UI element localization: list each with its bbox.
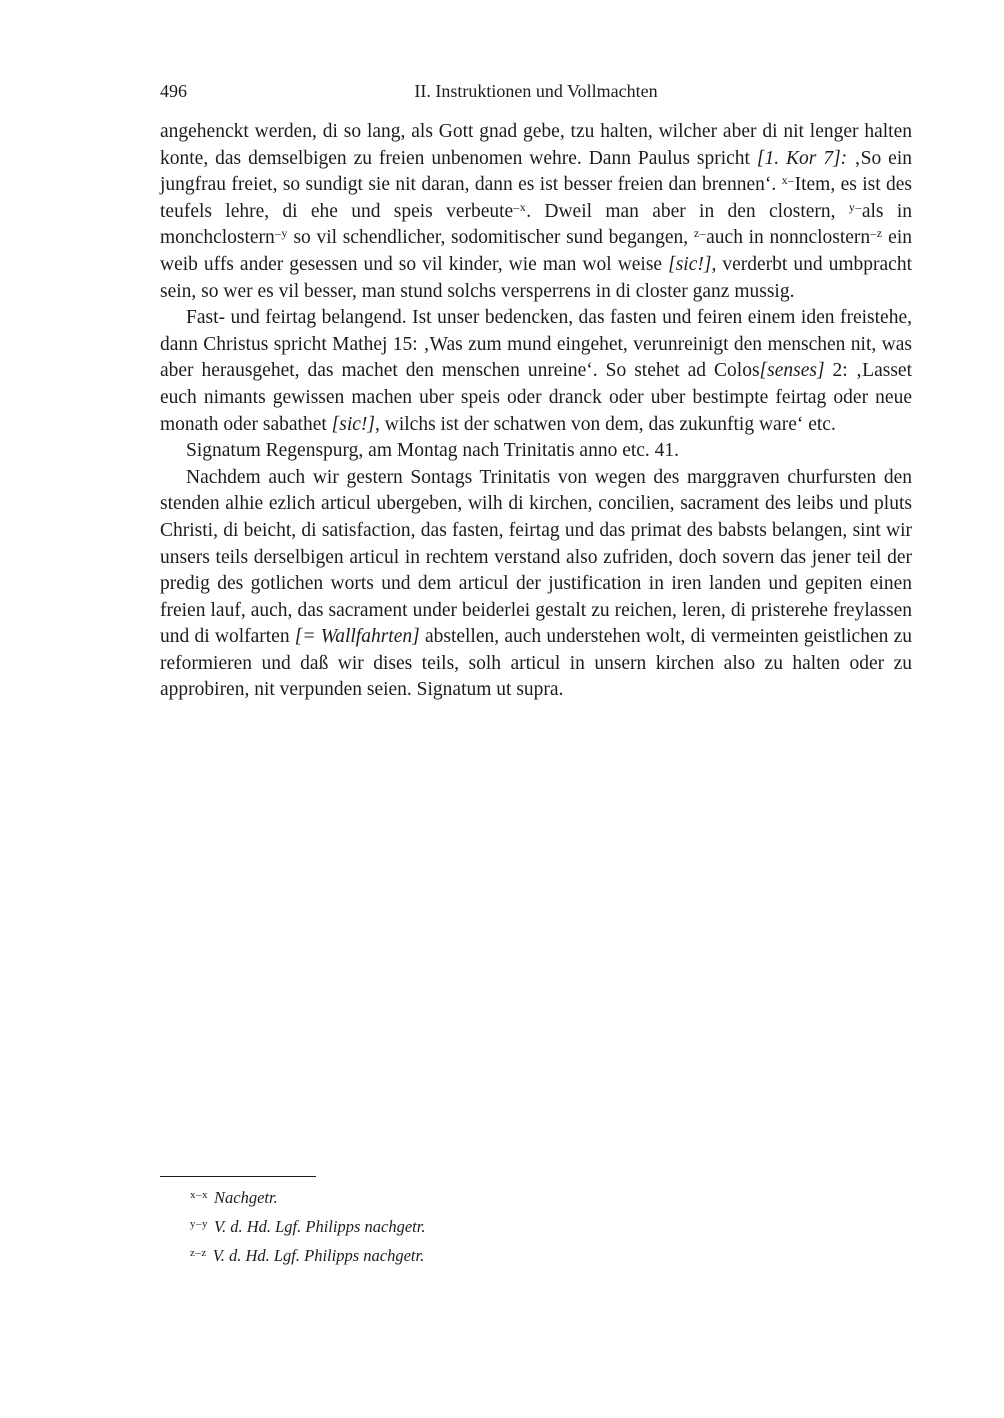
text-segment: [1. Kor 7]: bbox=[756, 147, 848, 169]
text-segment: . Dweil man aber in den clostern, bbox=[526, 200, 849, 222]
text-segment: , verderbt und umbpracht sein, so wer es vil besser, man stund solchs versperrens in di closter ganz mussig. bbox=[160, 253, 913, 302]
text-segment: [sic!] bbox=[668, 253, 712, 275]
footnote-text: V. d. Hd. Lgf. Philipps nachgetr. bbox=[214, 1217, 426, 1236]
footnote-text: V. d. Hd. Lgf. Philipps nachgetr. bbox=[212, 1246, 425, 1265]
footnote-text: Nachgetr. bbox=[214, 1188, 278, 1207]
text-segment: ‚So ein jungfrau freiet, so sundigt sie nit daran, dann es ist besser freien dan brennen‘. bbox=[160, 147, 912, 196]
text-segment: als in monchclostern bbox=[160, 200, 912, 249]
annotation-marker: –z bbox=[870, 226, 883, 241]
annotation-marker: x– bbox=[781, 173, 795, 188]
paragraph bbox=[160, 465, 912, 704]
footnote-separator bbox=[160, 1176, 316, 1177]
text-segment: angehenckt werden, di so lang, als Gott gnad gebe, tzu halten, wilcher aber di nit lenger halten konte, das demselbigen zu freien unbenomen wehre. Dann Paulus spricht bbox=[160, 121, 912, 169]
text-segment: ein weib uffs ander gesessen und so vil kinder, wie man wol weise bbox=[160, 227, 912, 275]
paragraph bbox=[160, 119, 912, 305]
paragraph bbox=[160, 438, 912, 465]
footnote bbox=[160, 1182, 912, 1211]
running-header-title: II. Instruktionen und Vollmachten bbox=[414, 81, 658, 101]
footnote bbox=[160, 1211, 912, 1240]
text-segment: 2: ‚Lasset euch nimants gewissen machen uber speis oder dranck oder uber bestimpte feirtag oder neue monath oder sabathet bbox=[160, 360, 912, 435]
footnote bbox=[160, 1240, 912, 1269]
annotation-marker: –x bbox=[513, 199, 527, 214]
text-segment: abstellen, auch understehen wolt, di vermeinten geistlichen zu reformieren und daß wir dises teils, solh articul in unsern kirchen also zu halten oder zu approbiren, nit verpunden seien. Signatum ut supra. bbox=[160, 626, 912, 701]
annotation-marker: z– bbox=[693, 226, 707, 241]
page-header bbox=[160, 80, 912, 102]
footnote-marker: y–y bbox=[190, 1218, 208, 1230]
text-segment: , wilchs ist der schatwen von dem, das zukunftig ware‘ etc. bbox=[375, 413, 836, 435]
text-segment: Signatum Regenspurg, am Montag nach Trinitatis anno etc. 41. bbox=[186, 440, 680, 462]
annotation-marker: –y bbox=[274, 226, 288, 241]
text-segment: Fast- und feirtag belangend. Ist unser bedencken, das fasten und feiren einem iden freistehe, dann Christus spricht Mathej 15: ‚Was zum mund eingehet, verunreinigt den menschen nit, was aber herausgehet, das machet den menschen unreine‘. So stehet ad Colos bbox=[160, 307, 912, 382]
text-segment: [sic!] bbox=[331, 413, 375, 435]
footnote-list bbox=[160, 1182, 912, 1269]
footnotes-section bbox=[160, 1176, 912, 1269]
annotation-marker: y– bbox=[848, 199, 862, 214]
text-segment: [senses] bbox=[759, 360, 825, 382]
text-segment: so vil schendlicher, sodomitischer sund begangen, bbox=[287, 227, 694, 249]
paragraph bbox=[160, 305, 912, 438]
text-segment: Item, es ist des teufels lehre, di ehe und speis verbeute bbox=[160, 174, 912, 222]
text-segment: Nachdem auch wir gestern Sontags Trinitatis von wegen des marggraven churfursten den stenden alhie ezlich articul ubergeben, wilh di kirchen, concilien, sacrament des leibs und pluts Christi, di beicht, di satisfaction, das fasten, feirtag und das primat des babsts belangen, sint wir unsers teils derselbigen articul in rechtem verstand also zufriden, doch sovern das jener teil der predig des gotlichen worts und dem articul der justification in iren landen und gepiten einen freien lauf, auch, das sacrament under beiderlei gestalt zu reichen, leren, di pristerehe freylassen und di wolfarten bbox=[160, 466, 912, 648]
body-text bbox=[160, 119, 912, 704]
text-segment: [= Wallfahrten] bbox=[294, 626, 420, 648]
text-segment: auch in nonnclostern bbox=[706, 227, 871, 249]
footnote-marker: z–z bbox=[190, 1247, 207, 1259]
footnote-marker: x–x bbox=[190, 1189, 208, 1201]
page-number: 496 bbox=[160, 81, 187, 101]
